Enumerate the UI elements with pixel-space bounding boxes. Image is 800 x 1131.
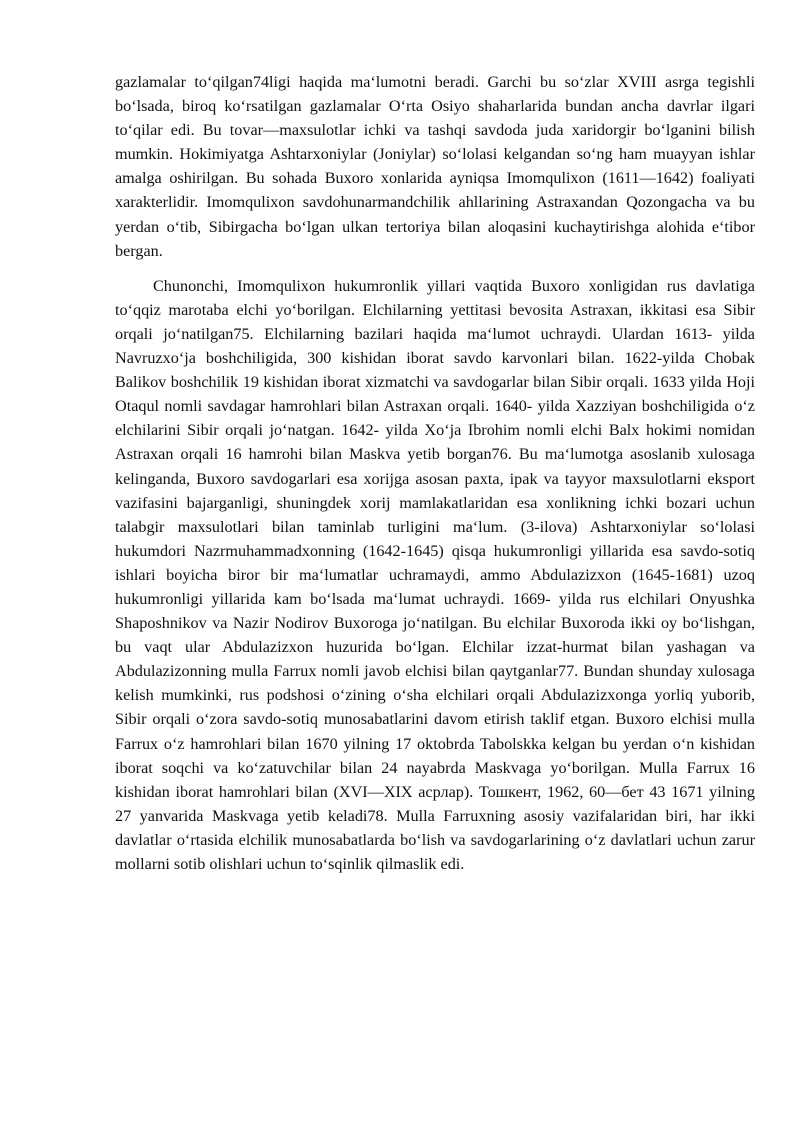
paragraph-2: Chunonchi, Imomqulixon hukumronlik yillari vaqtida Buxoro xonligidan rus davlatiga to‘qqiz marotaba elchi yo‘borilgan. Elchilarning yettitasi bevosita Astraxan, ikkitasi esa Sibir orqali jo‘natilgan75. Elchilarning bazilari haqida ma‘lumot uchraydi. Ulardan 1613- yilda Navruzxo‘ja boshchiligida, 300 kishidan iborat savdo karvonlari bilan. 1622-yilda Chobak Balikov boshchilik 19 kishidan iborat xizmatchi va savdogarlar bilan Sibir orqali. 1633 yilda Hoji Otaqul nomli savdagar hamrohlari bilan Astraxan orqali. 1640- yilda Xazziyan boshchiligida o‘z elchilarini Sibir orqali jo‘natgan. 1642- yilda Xo‘ja Ibrohim nomli elchi Balx hokimi nomidan Astraxan orqali 16 hamrohi bilan Maskva yetib borgan76. Bu ma‘lumotga asoslanib xulosaga kelinganda, Buxoro savdogarlari esa xorijga asosan paxta, ipak va tayyor maxsulotlarni eksport vazifasini bajarganligi, shuningdek xorij mamlakatlaridan esa xonlikning ichki bozari uchun talabgir maxsulotlari bilan taminlab turligini ma‘lum. (3-ilova) Ashtarxoniylar so‘lolasi hukumdori Nazrmuhammadxonning (1642-1645) qisqa hukumronligi yillarida esa savdo-sotiq ishlari boyicha biror bir ma‘lumatlar uchramaydi, ammo Abdulazizxon (1645-1681) uzoq hukumronligi yillarida kam bo‘lsada ma‘lumat uchraydi. 1669- yilda rus elchilari Onyushka Shaposhnikov va Nazir Nodirov Buxoroga jo‘natilgan. Bu elchilar Buxoroda ikki oy bo‘lishgan, bu vaqt ular Abdulazizxon huzurida bo‘lgan. Elchilar izzat-hurmat bilan yashagan va Abdulazizonning mulla Farrux nomli javob elchisi bilan qaytganlar77. Bundan shunday xulosaga kelish mumkinki, rus podshosi o‘zining o‘sha elchilari orqali Abdulazizxonga yorliq yuborib, Sibir orqali o‘zora savdo-sotiq munosabatlarini davom etirish taklif etgan. Buxoro elchisi mulla Farrux o‘z hamrohlari bilan 1670 yilning 17 oktobrda Tabolskka kelgan bu yerdan o‘n kishidan iborat soqchi va ko‘zatuvchilar bilan 24 nayabrda Maskvaga yo‘borilgan. Mulla Farrux 16 kishidan iborat hamrohlari bilan (XVI—XIX асрлар). Тошкент, 1962, 60—бет 43 1671 yilning 27 yanvarida Maskvaga yetib keladi78. Mulla Farruxning asosiy vazifalaridan biri, har ikki davlatlar o‘rtasida elchilik munosabatlarda bo‘lish va savdogarlarining o‘z davlatlari uchun zarur mollarni sotib olishlari uchun to‘sqinlik qilmaslik edi.: [115, 276, 755, 873]
document-page: [115, 70, 755, 876]
paragraph-1: gazlamalar to‘qilgan74ligi haqida ma‘lumotni beradi. Garchi bu so‘zlar XVIII asrga tegishli bo‘lsada, biroq ko‘rsatilgan gazlamalar O‘rta Osiyo shaharlarida bundan ancha davrlar ilgari to‘qilar edi. Bu tovar—maxsulotlar ichki va tashqi savdoda juda xaridorgir bo‘lganini bilish mumkin. Hokimiyatga Ashtarxoniylar (Joniylar) so‘lolasi kelgandan so‘ng ham muayyan ishlar amalga oshirilgan. Bu sohada Buxoro xonlarida ayniqsa Imomqulixon (1611—1642) foaliyati xarakterlidir. Imomqulixon savdohunarmandchilik ahllarining Astraxandan Qozongacha va bu yerdan o‘tib, Sibirgacha bo‘lgan ulkan tertoriya bilan aloqasini kuchaytirishga alohida e‘tibor bergan.: [115, 73, 755, 260]
